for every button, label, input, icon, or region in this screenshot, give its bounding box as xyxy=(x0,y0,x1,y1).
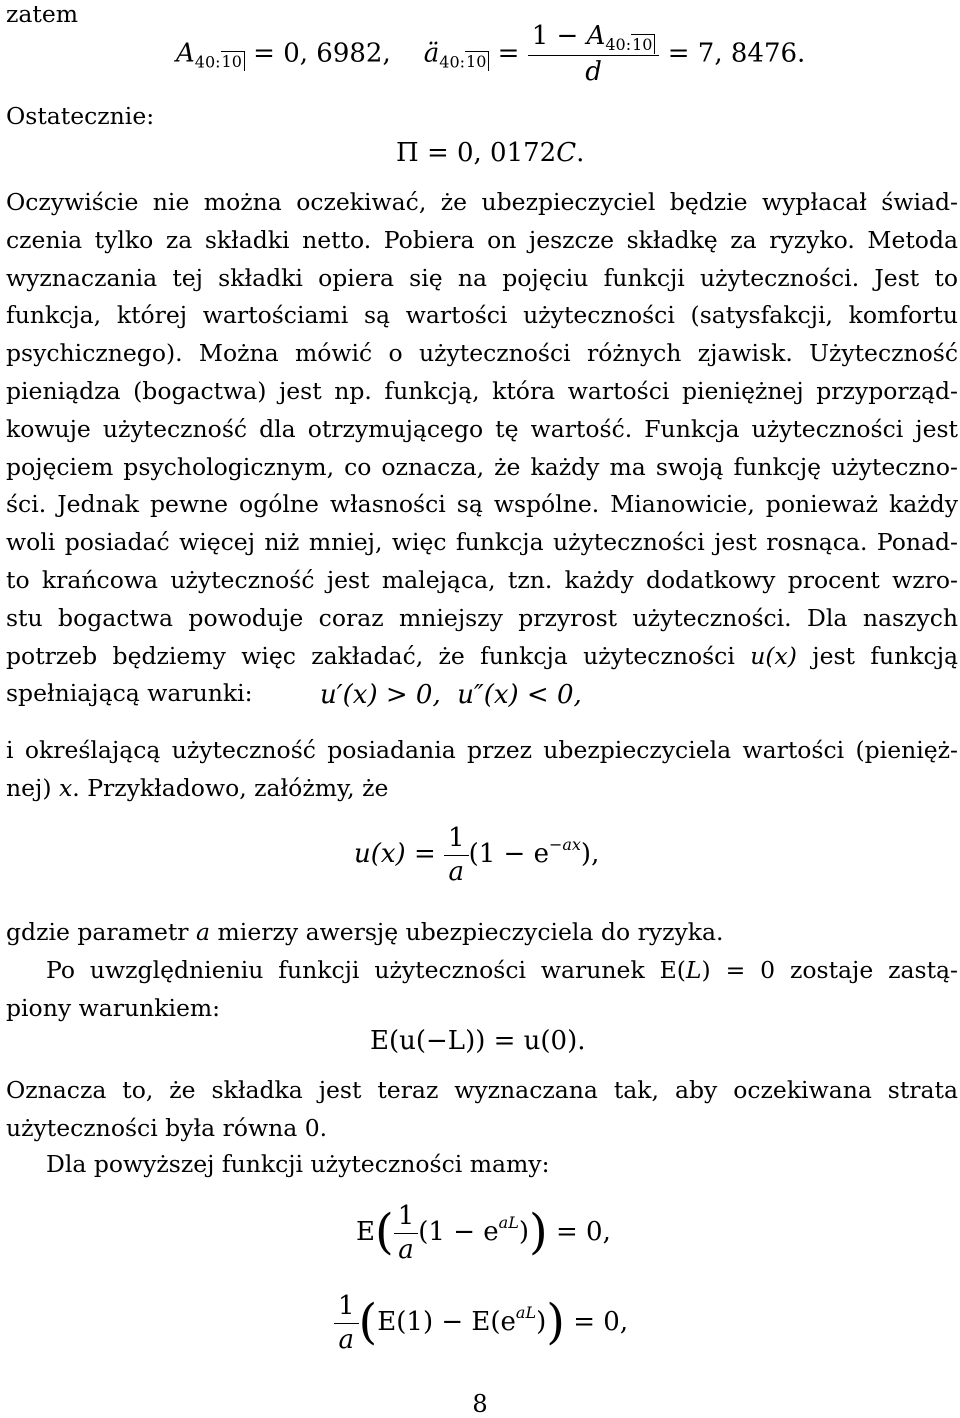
text-line: Po uwzględnieniu funkcji użyteczności warunek E(L) = 0 zostaje zastą- xyxy=(46,956,958,984)
page-number: 8 xyxy=(472,1390,488,1418)
text-line: funkcja, której wartościami są wartości użyteczności (satysfakcji, komfortu xyxy=(6,301,958,330)
paragraph-parameter-a: gdzie parametr a mierzy awersję ubezpieczyciela do ryzyka. xyxy=(6,918,724,946)
paragraph-utility-example xyxy=(6,732,958,808)
text-line: psychicznego). Można mówić o użyteczności różnych zjawisk. Użyteczność xyxy=(6,339,958,368)
paragraph-expected-loss xyxy=(6,1072,958,1148)
fraction-annuity xyxy=(528,20,660,89)
text-line: Oznacza to, że składka jest teraz wyznaczana tak, aby oczekiwana strata xyxy=(6,1076,958,1104)
text-line: woli posiadać więcej niż mniej, więc funkcja użyteczności jest rosnąca. Ponad- xyxy=(6,528,958,557)
equation-expectation-one: E( $\frac{1}{a}$ $(1 - e^{aL})) = 0$, xyxy=(356,1201,611,1265)
equation-expectation-two: $\frac{1}{a}$ $(E(1) - E(e^{aL})) = 0$, xyxy=(334,1290,628,1356)
equation-utility-conditions: u′(x) > 0, u″(x) < 0, xyxy=(320,680,582,710)
equals-sign: = xyxy=(497,38,520,69)
equation-premium: Π = 0, 0172C. xyxy=(396,138,585,168)
paragraph-utility-intro xyxy=(6,184,958,713)
text-line: piony warunkiem: xyxy=(6,993,221,1022)
text-line: pieniądza (bogactwa) jest np. funkcją, która wartości pieniężnej przyporząd- xyxy=(6,376,958,405)
word-zatem: zatem xyxy=(6,0,79,28)
sub-a-age: 40: xyxy=(194,52,221,72)
result-annuity: = 7, 8476. xyxy=(667,38,806,69)
fraction-numerator: $1 - A_{40:10}$ xyxy=(528,20,660,56)
text-line: stu bogactwa powoduje coraz mniejszy przyrost użyteczności. Dla naszych xyxy=(6,603,958,632)
text-line: to krańcowa użyteczność jest malejąca, tzn. każdy dodatkowy procent wzro- xyxy=(6,565,958,594)
text-line: użyteczności była równa 0. xyxy=(6,1113,328,1142)
sub-ddot-age: 40: xyxy=(439,52,466,72)
text-line: pojęciem psychologicznym, co oznacza, że każdy ma swoją funkcję użyteczno- xyxy=(6,452,958,481)
label-ostatecznie: Ostatecznie: xyxy=(6,102,155,130)
fraction-one-over-a: $\frac{1}{a}$ xyxy=(394,1200,419,1266)
text-line: czenia tylko za składki netto. Pobiera on jeszcze składkę za ryzyko. Metoda xyxy=(6,225,958,254)
fraction-one-over-a: $\frac{1}{a}$ xyxy=(334,1290,359,1356)
symbol-a: A xyxy=(176,38,195,69)
text-line: ści. Jednak pewne ogólne własności są wspólne. Mianowicie, ponieważ każdy xyxy=(6,490,958,519)
equation-exponential-utility: u(x) = $\frac{1}{a}$ $(1 - e^{-ax})$, xyxy=(354,823,600,887)
text-line: wyznaczania tej składki opiera się na pojęciu funkcji użyteczności. Jest to xyxy=(6,263,958,292)
sub-ddot-term: 10 xyxy=(465,51,489,71)
text-line: Oczywiście nie można oczekiwać, że ubezpieczyciel będzie wypłacał świad- xyxy=(6,188,958,216)
text-line: nej) x. Przykładowo, załóżmy, że xyxy=(6,773,389,802)
text-line: i określającą użyteczność posiadania przez ubezpieczyciela wartości (pienięż- xyxy=(6,736,958,764)
paragraph-condition xyxy=(6,952,958,1028)
equation-annuity-values xyxy=(176,20,805,92)
equation-expected-utility: E(u(−L)) = u(0). xyxy=(370,1026,586,1056)
text-line: potrzeb będziemy więc zakładać, że funkcja użyteczności u(x) jest funkcją xyxy=(6,641,958,670)
paragraph-for-function: Dla powyższej funkcji użyteczności mamy: xyxy=(46,1150,550,1178)
symbol-a-ddot: ä xyxy=(423,38,440,69)
fraction-denominator: d xyxy=(585,57,602,87)
sub-a-term: 10 xyxy=(221,51,245,71)
text-line: spełniającą warunki: xyxy=(6,679,253,708)
fraction-one-over-a: $\frac{1}{a}$ xyxy=(444,822,469,888)
text-line: kowuje użyteczność dla otrzymującego tę wartość. Funkcja użyteczności jest xyxy=(6,414,958,443)
value-a: = 0, 6982, xyxy=(253,38,391,69)
